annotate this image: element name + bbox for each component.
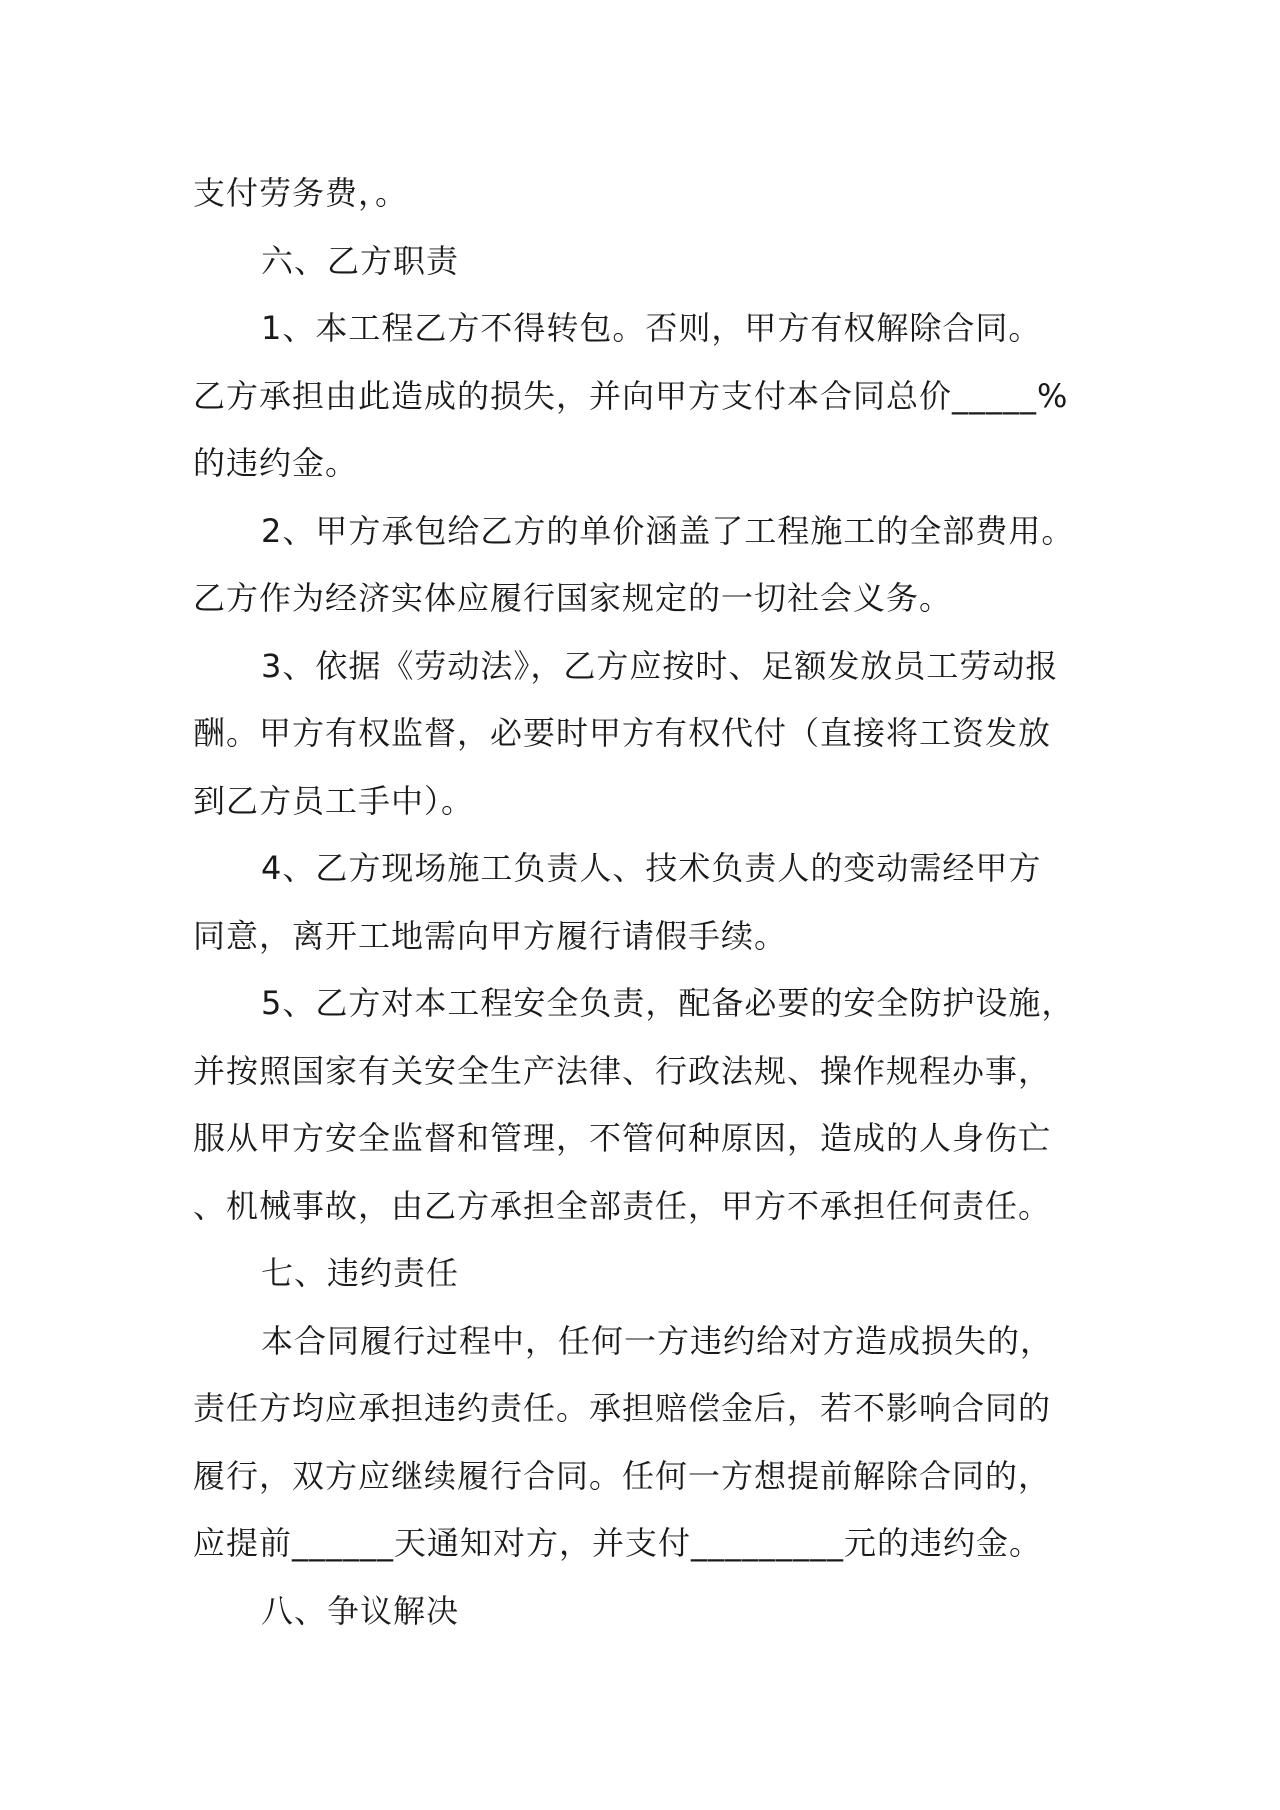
text-line: 履行，双方应继续履行合同。任何一方想提前解除合同的， xyxy=(193,1456,1052,1495)
section-heading-6: 六、乙方职责 xyxy=(261,241,460,280)
text-line: 应提前______天通知对方，并支付_________元的违约金。 xyxy=(193,1524,1043,1562)
text-line: 4、乙方现场施工负责人、技术负责人的变动需经甲方 xyxy=(261,849,1042,887)
text-line: 乙方作为经济实体应履行国家规定的一切社会义务。 xyxy=(193,579,953,617)
text-line: 到乙方员工手中）。 xyxy=(193,781,475,820)
text-line: 本合同履行过程中，任何一方违约给对方造成损失的， xyxy=(261,1321,1054,1360)
text-line: 、机械事故，由乙方承担全部责任，甲方不承担任何责任。 xyxy=(193,1186,1052,1225)
text-line: 1、本工程乙方不得转包。否则，甲方有权解除合同。 xyxy=(261,309,1042,347)
text-line: 3、依据《劳动法》，乙方应按时、足额发放员工劳动报 xyxy=(261,646,1059,685)
text-line: 服从甲方安全监督和管理，不管何种原因，造成的人身伤亡 xyxy=(193,1119,1052,1157)
section-heading-7: 七、违约责任 xyxy=(261,1254,460,1292)
section-heading-8: 八、争议解决 xyxy=(261,1591,460,1630)
text-line: 酬。甲方有权监督，必要时甲方有权代付（直接将工资发放 xyxy=(193,714,1052,752)
text-line: 乙方承担由此造成的损失，并向甲方支付本合同总价_____% xyxy=(193,376,1069,415)
document-body xyxy=(193,160,1123,1645)
text-line: 同意，离开工地需向甲方履行请假手续。 xyxy=(193,916,788,955)
text-line: 支付劳务费，。 xyxy=(193,174,409,212)
text-line: 2、甲方承包给乙方的单价涵盖了工程施工的全部费用。 xyxy=(261,511,1075,550)
text-line: 并按照国家有关安全生产法律、行政法规、操作规程办事， xyxy=(193,1051,1052,1090)
text-line: 责任方均应承担违约责任。承担赔偿金后，若不影响合同的 xyxy=(193,1389,1052,1427)
text-line: 的违约金。 xyxy=(193,444,359,482)
text-line: 5、乙方对本工程安全负责，配备必要的安全防护设施， xyxy=(261,984,1075,1022)
